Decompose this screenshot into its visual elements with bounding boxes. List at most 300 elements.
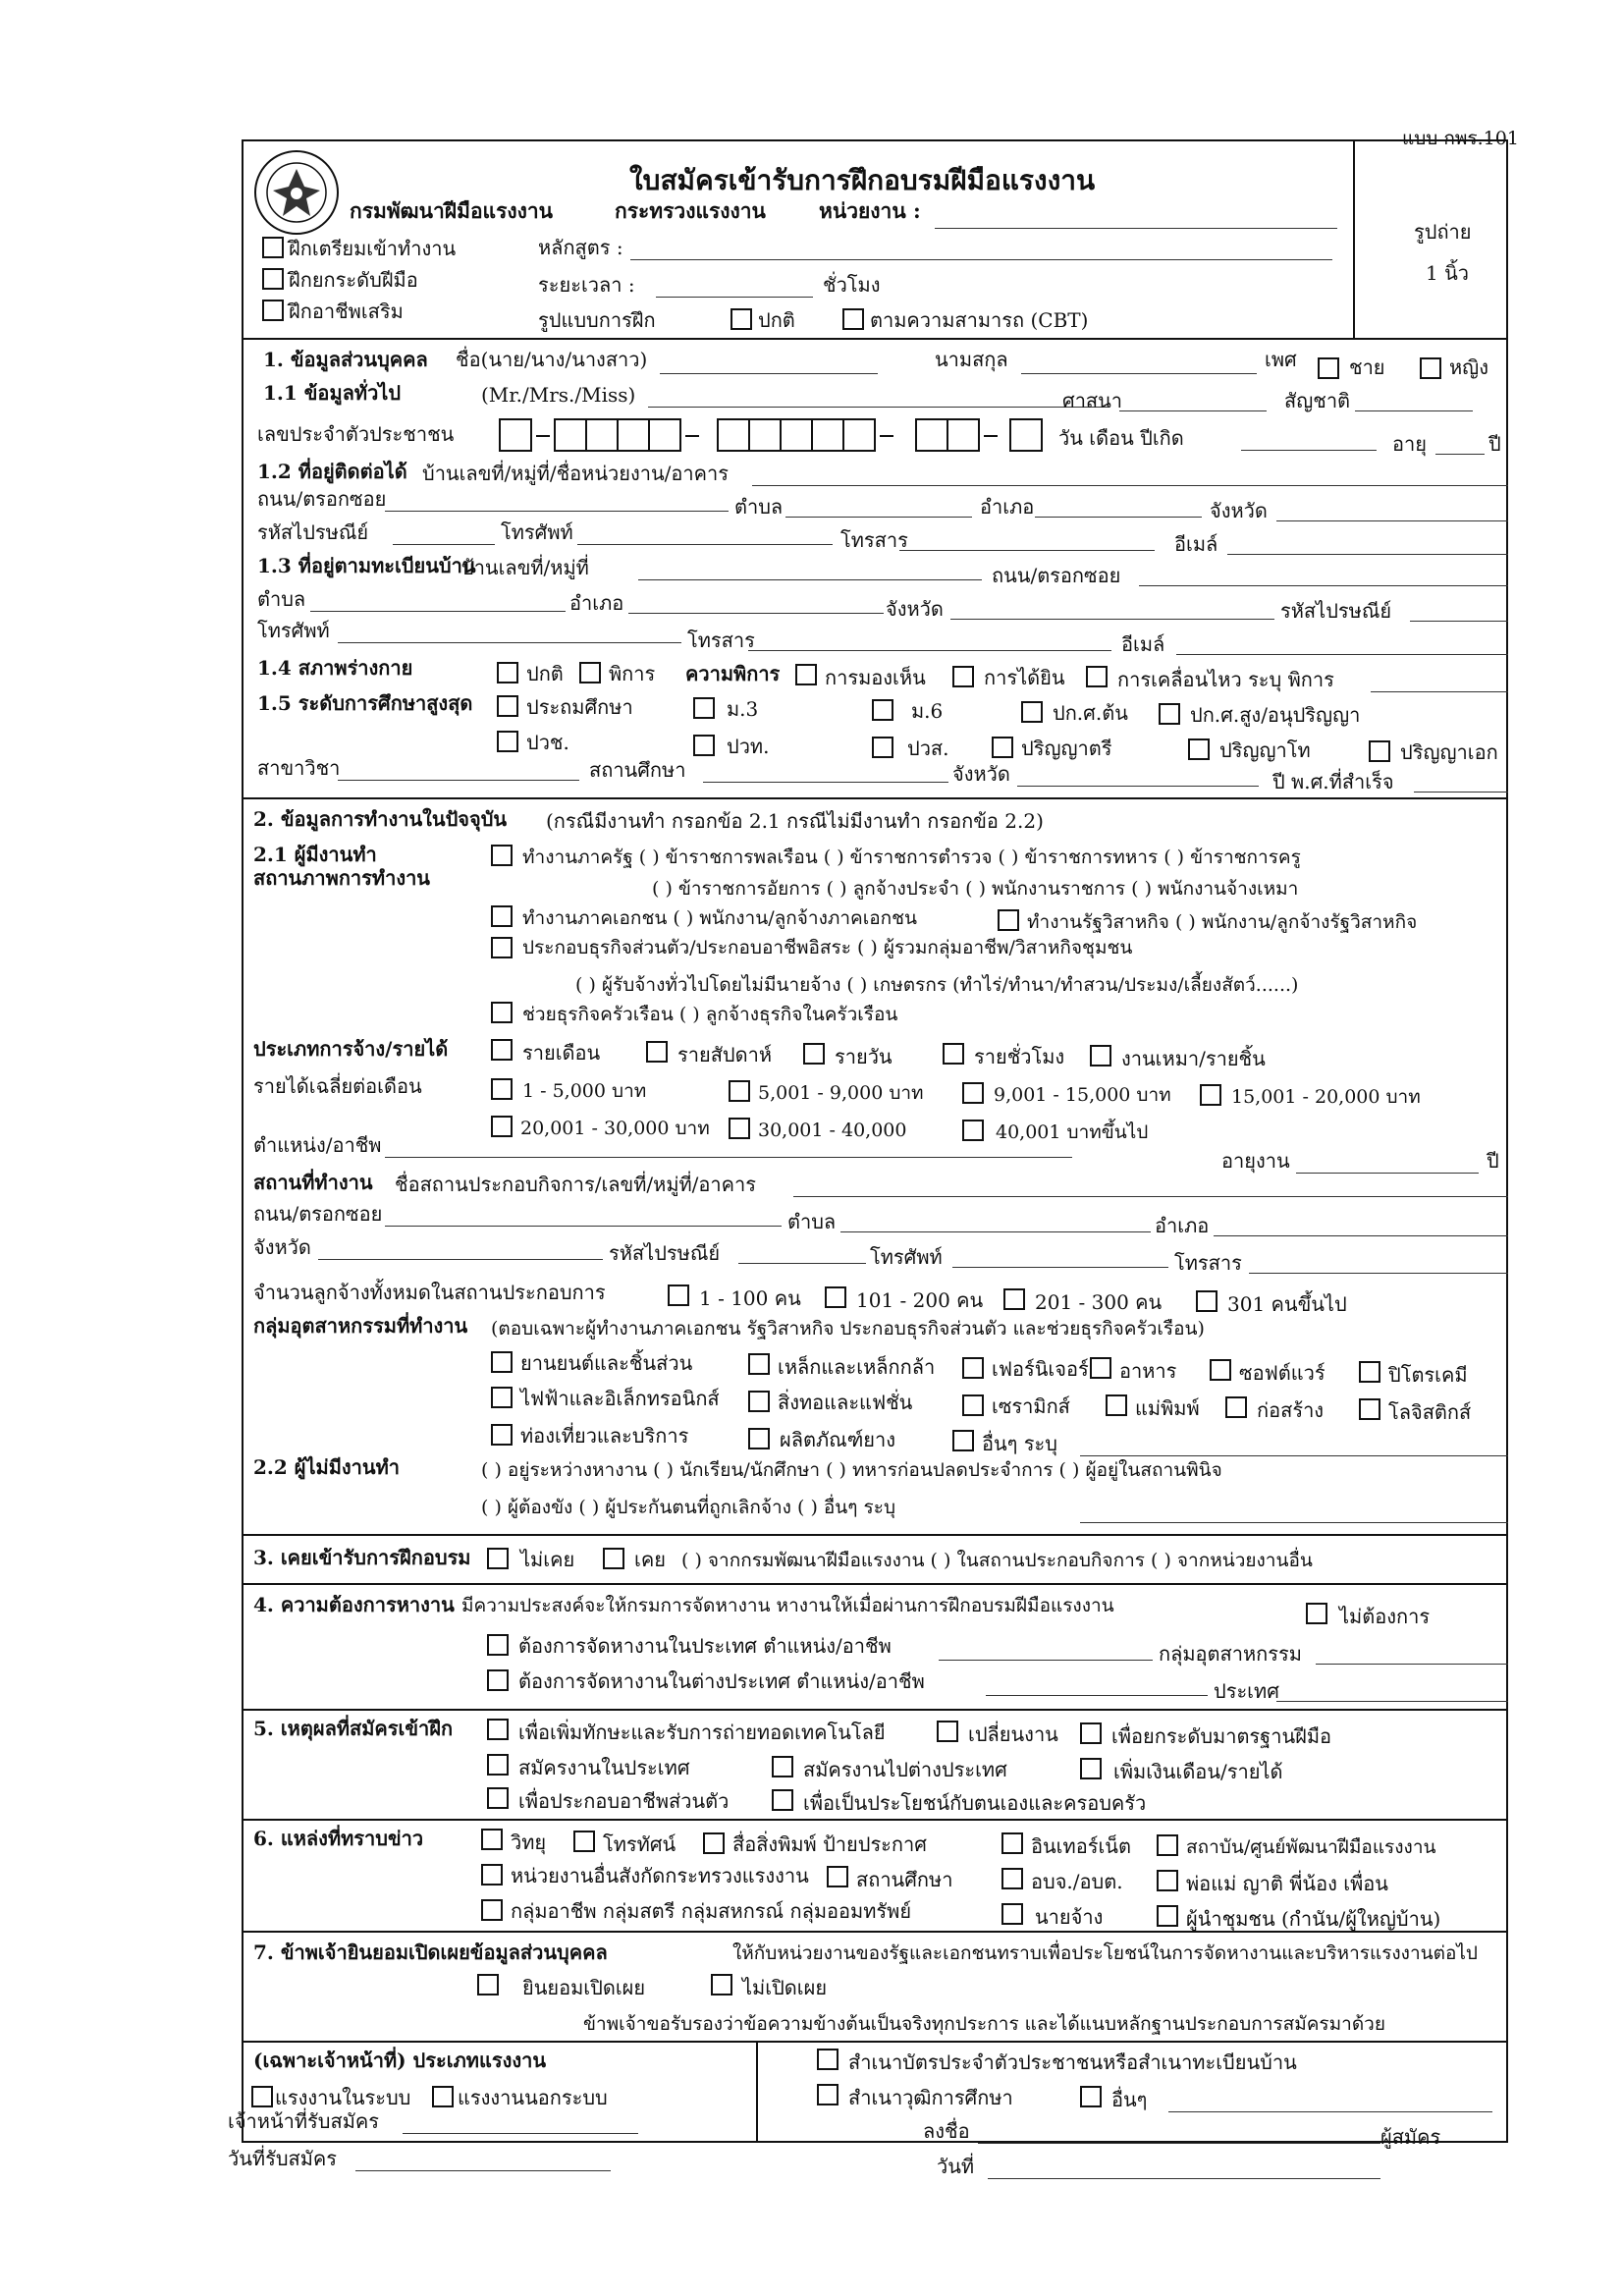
news-label-family: พ่อแม่ ญาติ พี่น้อง เพื่อน	[1186, 1872, 1388, 1895]
unemployed-row1[interactable]: ( ) อยู่ระหว่างหางาน ( ) นักเรียน/นักศึกษา ( ) ทหารก่อนปลดประจำการ ( ) ผู้อยู่ในสถานพินิจ	[481, 1459, 1222, 1481]
subdistrict2-label: ตำบล	[257, 587, 306, 611]
surname-field[interactable]	[1021, 373, 1257, 374]
work-checkbox-self[interactable]	[491, 937, 513, 958]
income-checkbox-5[interactable]	[491, 1116, 513, 1137]
ind-label-other: อื่นๆ ระบุ	[982, 1432, 1057, 1455]
photo-size: 1 นิ้ว	[1426, 261, 1469, 285]
email-field[interactable]	[1227, 554, 1508, 555]
wp-road-field[interactable]	[385, 1226, 782, 1227]
education-title: 1.5 ระดับการศึกษาสูงสุด	[257, 691, 473, 715]
mode-checkbox-normal[interactable]	[730, 308, 752, 330]
fax2-field[interactable]	[748, 650, 1111, 651]
phone-label: โทรศัพท์	[501, 520, 573, 544]
name-field[interactable]	[660, 373, 878, 374]
email2-label: อีเมล์	[1121, 632, 1165, 656]
type-label-extra: ฝึกอาชีพเสริม	[289, 300, 404, 323]
job-checkbox-abroad[interactable]	[487, 1669, 509, 1691]
emp-label-hourly: รายชั่วโมง	[974, 1045, 1065, 1068]
mode-label: รูปแบบการฝึก	[538, 308, 656, 332]
doc-label-id: สำเนาบัตรประจำตัวประชาชนหรือสำเนาทะเบียนบ้าน	[848, 2050, 1297, 2074]
employees-label: จำนวนลูกจ้างทั้งหมดในสถานประกอบการ	[253, 1281, 606, 1304]
major-label: สาขาวิชา	[257, 756, 341, 780]
course-field[interactable]	[630, 259, 1332, 260]
surname-label: นามสกุล	[935, 348, 1008, 371]
duration-label: ระยะเวลา :	[538, 273, 635, 297]
sex-label-female: หญิง	[1449, 355, 1488, 379]
type-label-prep: ฝึกเตรียมเข้าทำงาน	[289, 237, 457, 260]
income-label-7: 40,001 บาทขึ้นไป	[996, 1121, 1149, 1143]
subdistrict2-field[interactable]	[310, 611, 566, 612]
dis-label-sight: การมองเห็น	[825, 666, 926, 689]
ind-checkbox-other[interactable]	[952, 1430, 974, 1451]
school-label: สถานศึกษา	[589, 758, 686, 782]
ind-checkbox-food[interactable]	[1090, 1357, 1111, 1379]
news-label-tv: โทรทัศน์	[603, 1832, 676, 1856]
mode-label-normal: ปกติ	[758, 308, 795, 332]
postcode2-field[interactable]	[1410, 621, 1508, 622]
religion-field[interactable]	[1119, 410, 1267, 411]
wp-phone-field[interactable]	[952, 1267, 1168, 1268]
hours-label: ชั่วโมง	[823, 273, 881, 297]
news-checkbox-employer[interactable]	[1001, 1903, 1023, 1925]
type-checkbox-upgrade[interactable]	[262, 268, 284, 290]
phone-field[interactable]	[577, 544, 833, 545]
work-checkbox-private[interactable]	[491, 905, 513, 927]
s6-title: 6. แหล่งที่ทราบข่าว	[253, 1827, 424, 1850]
dis-checkbox-sight[interactable]	[795, 664, 817, 685]
sign-date-label: วันที่	[937, 2155, 975, 2178]
news-checkbox-groups[interactable]	[481, 1899, 503, 1921]
district2-field[interactable]	[628, 613, 884, 614]
edu-label-master: ปริญญาโท	[1219, 738, 1311, 762]
id-number-boxes[interactable]	[499, 418, 1049, 454]
general-title: 1.1 ข้อมูลทั่วไป	[263, 381, 402, 405]
ind-checkbox-logistics[interactable]	[1359, 1398, 1380, 1420]
ind-checkbox-petro[interactable]	[1359, 1361, 1380, 1383]
news-checkbox-local[interactable]	[1001, 1868, 1023, 1889]
reason-checkbox-family[interactable]	[772, 1789, 793, 1811]
edu-province-field[interactable]	[1017, 786, 1259, 787]
sign-label: ลงชื่อ	[923, 2119, 970, 2143]
ind-checkbox-furniture[interactable]	[962, 1357, 984, 1379]
wp-subdistrict-field[interactable]	[840, 1231, 1151, 1232]
form-code: แบบ กพร.101	[1402, 128, 1519, 149]
edu-checkbox-pvc[interactable]	[497, 731, 518, 752]
phys-checkbox-normal[interactable]	[497, 662, 518, 683]
news-label-groups: กลุ่มอาชีพ กลุ่มสตรี กลุ่มสหกรณ์ กลุ่มออมทรัพย์	[511, 1899, 912, 1923]
news-checkbox-tv[interactable]	[573, 1831, 595, 1852]
news-label-local: อบจ./อบต.	[1031, 1870, 1123, 1893]
work-checkbox-gov[interactable]	[491, 845, 513, 866]
wp-district-field[interactable]	[1214, 1235, 1508, 1236]
subdistrict-field[interactable]	[785, 517, 972, 518]
province2-field[interactable]	[950, 619, 1274, 620]
ind-label-construction: ก่อสร้าง	[1257, 1398, 1325, 1422]
course-label: หลักสูตร :	[538, 236, 623, 259]
postcode-field[interactable]	[393, 544, 495, 545]
type-checkbox-prep[interactable]	[262, 237, 284, 258]
form-title: ใบสมัครเข้ารับการฝึกอบรมฝีมือแรงงาน	[629, 164, 1096, 196]
training-sources[interactable]: ( ) จากกรมพัฒนาฝีมือแรงงาน ( ) ในสถานประกอบกิจการ ( ) จากหน่วยงานอื่น	[681, 1550, 1313, 1571]
workplace-name-field[interactable]	[793, 1196, 1508, 1197]
reason-label-income: เพิ่มเงินเดือน/รายได้	[1113, 1760, 1283, 1783]
edu-checkbox-pks-low[interactable]	[1021, 701, 1043, 723]
sign-field[interactable]	[978, 2143, 1380, 2144]
office-label-in: แรงงานในระบบ	[275, 2086, 411, 2109]
income-checkbox-7[interactable]	[962, 1120, 984, 1141]
news-checkbox-leader[interactable]	[1157, 1905, 1178, 1927]
birth-field[interactable]	[1241, 450, 1377, 451]
doc-label-other: อื่นๆ	[1111, 2088, 1148, 2111]
unit-field[interactable]	[935, 228, 1337, 229]
s1-title: 1. ข้อมูลส่วนบุคคล	[263, 348, 428, 371]
work-status-title: สถานภาพการทำงาน	[253, 866, 430, 890]
emp-checkbox-monthly[interactable]	[491, 1039, 513, 1061]
emp-checkbox-hourly[interactable]	[943, 1043, 964, 1065]
ind-label-software: ซอฟต์แวร์	[1239, 1361, 1325, 1385]
phys-label-normal: ปกติ	[526, 662, 564, 685]
s4-desc: มีความประสงค์จะให้กรมการจัดหางาน หางานให้เมื่อผ่านการฝึกอบรมฝีมือแรงงาน	[461, 1595, 1114, 1616]
income-title: รายได้เฉลี่ยต่อเดือน	[253, 1074, 422, 1098]
job-abroad-field[interactable]	[986, 1695, 1208, 1696]
road2-label: ถนน/ตรอกซอย	[992, 564, 1121, 587]
edu-checkbox-pvt[interactable]	[693, 735, 715, 756]
news-label-leader: ผู้นำชุมชน (กำนัน/ผู้ใหญ่บ้าน)	[1186, 1907, 1441, 1931]
edu-checkbox-pvs[interactable]	[872, 737, 893, 758]
training-label-never: ไม่เคย	[520, 1548, 575, 1571]
job-checkbox-none[interactable]	[1306, 1603, 1327, 1624]
officer-field[interactable]	[403, 2133, 638, 2134]
edu-label-doctor: ปริญญาเอก	[1400, 740, 1498, 764]
officer-label: เจ้าหน้าที่รับสมัคร	[228, 2109, 380, 2133]
edu-label-pks-low: ปก.ศ.ต้น	[1053, 701, 1128, 725]
unemployed-row2[interactable]: ( ) ผู้ต้องขัง ( ) ผู้ประกันตนที่ถูกเลิกจ้าง ( ) อื่นๆ ระบุ	[481, 1497, 896, 1518]
reason-label-self-emp: เพื่อประกอบอาชีพส่วนตัว	[518, 1789, 730, 1813]
edu-label-bachelor: ปริญญาตรี	[1021, 737, 1112, 760]
job-domestic-field[interactable]	[939, 1660, 1153, 1661]
ind-checkbox-mold[interactable]	[1106, 1394, 1127, 1416]
reason-checkbox-job-abroad[interactable]	[772, 1756, 793, 1777]
house-label: บ้านเลขที่/หมู่ที่/ชื่อหน่วยงาน/อาคาร	[422, 462, 729, 485]
reason-checkbox-skill[interactable]	[487, 1719, 509, 1740]
s2-title: 2. ข้อมูลการทำงานในปัจจุบัน	[253, 807, 508, 831]
doc-other-field[interactable]	[1168, 2111, 1492, 2112]
doc-checkbox-edu[interactable]	[817, 2084, 839, 2105]
edu-checkbox-primary[interactable]	[497, 695, 518, 717]
eng-name-field[interactable]	[648, 407, 1109, 408]
reason-label-family: เพื่อเป็นประโยชน์กับตนเองและครอบครัว	[803, 1791, 1147, 1815]
reason-checkbox-self-emp[interactable]	[487, 1787, 509, 1809]
registered-title: 1.3 ที่อยู่ตามทะเบียนบ้าน	[257, 554, 476, 577]
income-label-6: 30,001 - 40,000	[758, 1120, 907, 1141]
dis-checkbox-move[interactable]	[1086, 666, 1108, 687]
reason-checkbox-job-dom[interactable]	[487, 1754, 509, 1776]
doc-checkbox-other[interactable]	[1080, 2086, 1102, 2107]
postcode2-label: รหัสไปรษณีย์	[1280, 599, 1392, 623]
wp-phone-label: โทรศัพท์	[870, 1245, 943, 1269]
reason-checkbox-income[interactable]	[1080, 1758, 1102, 1779]
news-checkbox-family[interactable]	[1157, 1870, 1178, 1891]
road-field[interactable]	[385, 511, 729, 512]
job-label-abroad: ต้องการจัดหางานในต่างประเทศ ตำแหน่ง/อาชีพ	[518, 1669, 925, 1693]
industry-title: กลุ่มอุตสาหกรรมที่ทำงาน	[253, 1314, 468, 1338]
phys-checkbox-disabled[interactable]	[579, 662, 601, 683]
s2-note: (กรณีมีงานทำ กรอกข้อ 2.1 กรณีไม่มีงานทำ กรอกข้อ 2.2)	[546, 809, 1044, 833]
s5-title: 5. เหตุผลที่สมัครเข้าฝึก	[253, 1717, 454, 1740]
ind-label-food: อาหาร	[1119, 1359, 1177, 1383]
wp-postcode-field[interactable]	[738, 1263, 866, 1264]
postcode-label: รหัสไปรษณีย์	[257, 520, 369, 544]
emp-label-daily: รายวัน	[835, 1045, 893, 1068]
fax-field[interactable]	[899, 550, 1155, 551]
school-field[interactable]	[703, 782, 948, 783]
disability-label: ความพิการ	[685, 662, 781, 685]
s4-title: 4. ความต้องการหางาน	[253, 1593, 455, 1616]
mode-label-cbt: ตามความสามารถ (CBT)	[870, 308, 1089, 332]
news-label-radio: วิทยุ	[511, 1831, 547, 1854]
job-industry-label: กลุ่มอุตสาหกรรม	[1159, 1642, 1302, 1666]
workplace-title: สถานที่ทำงาน	[253, 1171, 373, 1194]
ind-label-logistics: โลจิสติกส์	[1388, 1400, 1472, 1424]
edu-checkbox-pks-high[interactable]	[1159, 703, 1180, 725]
income-checkbox-4[interactable]	[1200, 1084, 1221, 1106]
emp-checkbox-piece[interactable]	[1090, 1045, 1111, 1066]
office-checkbox-in[interactable]	[251, 2086, 273, 2107]
divider-office	[756, 2041, 758, 2143]
phys-label-disabled: พิการ	[609, 662, 656, 685]
consent-checkbox-agree[interactable]	[477, 1974, 499, 1995]
income-checkbox-2[interactable]	[729, 1080, 750, 1102]
district2-label: อำเภอ	[569, 591, 624, 615]
dis-specify-field[interactable]	[1371, 691, 1508, 692]
edu-label-pvt: ปวท.	[727, 735, 770, 758]
edu-checkbox-master[interactable]	[1188, 738, 1210, 760]
ind-checkbox-auto[interactable]	[491, 1351, 513, 1373]
age-label: อายุ	[1392, 432, 1427, 456]
ind-other-field[interactable]	[1080, 1455, 1508, 1456]
emp-label-piece: งานเหมา/รายชิ้น	[1121, 1047, 1266, 1070]
wp-province-label: จังหวัด	[253, 1235, 311, 1259]
job-label-none: ไม่ต้องการ	[1339, 1605, 1431, 1628]
road-label: ถนน/ตรอกซอย	[257, 487, 387, 511]
job-label-domestic: ต้องการจัดหางานในประเทศ ตำแหน่ง/อาชีพ	[518, 1634, 892, 1658]
divider-1	[242, 338, 1508, 340]
training-checkbox-never[interactable]	[487, 1548, 509, 1569]
job-industry-field[interactable]	[1316, 1664, 1508, 1665]
news-checkbox-print[interactable]	[703, 1832, 725, 1854]
doc-checkbox-id[interactable]	[817, 2049, 839, 2070]
work-label-gov: ทำงานภาครัฐ ( ) ข้าราชการพลเรือน ( ) ข้าราชการตำรวจ ( ) ข้าราชการทหาร ( ) ข้าราชการครู	[522, 847, 1301, 868]
ind-checkbox-steel[interactable]	[748, 1353, 770, 1375]
ind-label-mold: แม่พิมพ์	[1135, 1396, 1200, 1420]
job-country-field[interactable]	[1276, 1701, 1508, 1702]
wp-postcode-label: รหัสไปรษณีย์	[609, 1241, 721, 1265]
photo-label: รูปถ่าย	[1414, 220, 1472, 244]
unemployed-other-field[interactable]	[1080, 1522, 1508, 1523]
office-date-field[interactable]	[355, 2170, 611, 2171]
emp-checkbox-daily[interactable]	[803, 1043, 825, 1065]
news-label-employer: นายจ้าง	[1035, 1905, 1104, 1929]
edu-label-pvs: ปวส.	[907, 737, 949, 760]
sex-checkbox-male[interactable]	[1318, 357, 1339, 379]
empcount-label-4: 301 คนขึ้นไป	[1227, 1292, 1347, 1316]
s3-title: 3. เคยเข้ารับการฝึกอบรม	[253, 1546, 471, 1569]
name-label: ชื่อ(นาย/นาง/นางสาว)	[456, 348, 648, 371]
edu-checkbox-doctor[interactable]	[1369, 740, 1390, 762]
reason-checkbox-standard[interactable]	[1080, 1722, 1102, 1744]
physical-title: 1.4 สภาพร่างกาย	[257, 656, 413, 680]
dis-checkbox-hearing[interactable]	[952, 666, 974, 687]
news-checkbox-institute[interactable]	[1157, 1834, 1178, 1856]
consent-label-agree: ยินยอมเปิดเผย	[522, 1976, 646, 1999]
empcount-label-3: 201 - 300 คน	[1035, 1290, 1163, 1314]
income-checkbox-6[interactable]	[729, 1118, 750, 1139]
divider-6	[242, 1819, 1508, 1821]
edu-checkbox-m6[interactable]	[872, 699, 893, 721]
consent-label-disagree: ไม่เปิดเผย	[742, 1976, 828, 1999]
work-label-household: ช่วยธุรกิจครัวเรือน ( ) ลูกจ้างธุรกิจในครัวเรือน	[522, 1004, 898, 1025]
ind-label-textile: สิ่งทอและแฟชั่น	[778, 1391, 913, 1414]
age-year: ปี	[1488, 432, 1501, 456]
tenure-field[interactable]	[1296, 1173, 1479, 1174]
office-checkbox-out[interactable]	[432, 2086, 454, 2107]
eng-name-label: (Mr./Mrs./Miss)	[481, 383, 636, 407]
doc-label-edu: สำเนาวุฒิการศึกษา	[848, 2086, 1013, 2109]
ind-checkbox-software[interactable]	[1210, 1359, 1231, 1381]
news-checkbox-internet[interactable]	[1001, 1832, 1023, 1854]
sex-checkbox-female[interactable]	[1420, 357, 1441, 379]
nationality-label: สัญชาติ	[1284, 389, 1351, 412]
wp-fax-field[interactable]	[1249, 1273, 1508, 1274]
district-field[interactable]	[1035, 517, 1202, 518]
office-date-label: วันที่รับสมัคร	[228, 2147, 338, 2170]
news-label-institute: สถาบัน/ศูนย์พัฒนาฝีมือแรงงาน	[1186, 1836, 1436, 1858]
certify-text: ข้าพเจ้าขอรับรองว่าข้อความข้างต้นเป็นจริงทุกประการ และได้แนบหลักฐานประกอบการสมัครมาด้วย	[583, 2013, 1385, 2035]
income-label-5: 20,001 - 30,000 บาท	[520, 1118, 710, 1139]
ind-label-steel: เหล็กและเหล็กกล้า	[778, 1355, 936, 1379]
training-checkbox-ever[interactable]	[603, 1548, 624, 1569]
age-field[interactable]	[1435, 454, 1485, 455]
subdistrict-label: ตำบล	[734, 495, 784, 519]
ind-label-auto: ยานยนต์และชิ้นส่วน	[520, 1351, 693, 1375]
sex-label: เพศ	[1265, 348, 1297, 371]
empcount-checkbox-2[interactable]	[825, 1286, 846, 1308]
edu-checkbox-m3[interactable]	[693, 697, 715, 719]
divider-3	[242, 1534, 1508, 1536]
ind-label-ceramic: เซรามิกส์	[992, 1394, 1070, 1418]
empcount-checkbox-3[interactable]	[1003, 1288, 1025, 1310]
emp-checkbox-weekly[interactable]	[646, 1041, 668, 1063]
wp-province-field[interactable]	[318, 1259, 603, 1260]
edu-label-pvc: ปวช.	[526, 731, 569, 754]
province-field[interactable]	[1276, 520, 1508, 521]
major-field[interactable]	[338, 780, 579, 781]
income-label-4: 15,001 - 20,000 บาท	[1231, 1086, 1421, 1108]
ind-checkbox-rubber[interactable]	[748, 1428, 770, 1449]
income-checkbox-3[interactable]	[962, 1082, 984, 1104]
news-checkbox-radio[interactable]	[481, 1829, 503, 1850]
news-label-school: สถานศึกษา	[856, 1868, 953, 1891]
workplace-name-label: ชื่อสถานประกอบกิจการ/เลขที่/หมู่ที่/อาคาร	[395, 1173, 757, 1196]
office-title: (เฉพาะเจ้าหน้าที่) ประเภทแรงงาน	[253, 2049, 547, 2072]
news-label-internet: อินเทอร์เน็ต	[1031, 1834, 1131, 1858]
training-label-ever: เคย	[634, 1548, 666, 1571]
ind-checkbox-electronics[interactable]	[491, 1387, 513, 1408]
work-label-private: ทำงานภาคเอกชน ( ) พนักงาน/ลูกจ้างภาคเอกชน	[522, 907, 918, 929]
news-label-print: สื่อสิ่งพิมพ์ ป้ายประกาศ	[732, 1832, 927, 1856]
edu-checkbox-bachelor[interactable]	[992, 737, 1013, 758]
phone2-field[interactable]	[338, 642, 681, 643]
house-field[interactable]	[752, 485, 1508, 486]
grad-year-label: ปี พ.ศ.ที่สำเร็จ	[1272, 770, 1394, 793]
income-label-1: 1 - 5,000 บาท	[522, 1080, 647, 1102]
fax2-label: โทรสาร	[687, 629, 755, 652]
emp-type-title: ประเภทการจ้าง/รายได้	[253, 1037, 449, 1061]
edu-label-primary: ประถมศึกษา	[526, 695, 633, 719]
empcount-checkbox-1[interactable]	[668, 1285, 689, 1306]
work-label-soe: ทำงานรัฐวิสาหกิจ ( ) พนักงาน/ลูกจ้างรัฐวิสาหกิจ	[1027, 911, 1418, 933]
income-label-3: 9,001 - 15,000 บาท	[994, 1084, 1171, 1106]
news-checkbox-ministry[interactable]	[481, 1864, 503, 1886]
consent-checkbox-disagree[interactable]	[711, 1974, 732, 1995]
edu-province-label: จังหวัด	[952, 762, 1010, 786]
sex-label-male: ชาย	[1349, 355, 1385, 379]
religion-label: ศาสนา	[1062, 389, 1123, 412]
work-label-gov2: ( ) ข้าราชการอัยการ ( ) ลูกจ้างประจำ ( ) พนักงานราชการ ( ) พนักงานจ้างเหมา	[652, 878, 1299, 900]
district-label: อำเภอ	[980, 495, 1035, 519]
work-label-self: ประกอบธุรกิจส่วนตัว/ประกอบอาชีพอิสระ ( ) ผู้รวมกลุ่มอาชีพ/วิสาหกิจชุมชน	[522, 937, 1133, 958]
income-checkbox-1[interactable]	[491, 1078, 513, 1100]
work-checkbox-household[interactable]	[491, 1002, 513, 1023]
dis-label-hearing: การได้ยิน	[984, 666, 1065, 689]
id-label: เลขประจำตัวประชาชน	[257, 422, 455, 446]
sign-date-field[interactable]	[988, 2178, 1380, 2179]
tenure-label: อายุงาน	[1221, 1149, 1290, 1173]
work-checkbox-soe[interactable]	[998, 909, 1019, 931]
type-checkbox-extra[interactable]	[262, 300, 284, 321]
department-name: กรมพัฒนาฝีมือแรงงาน	[350, 198, 554, 223]
ind-label-rubber: ผลิตภัณฑ์ยาง	[780, 1428, 896, 1451]
email2-field[interactable]	[1176, 654, 1508, 655]
house2-label: บ้านเลขที่/หมู่ที่	[461, 556, 589, 579]
job-country-label: ประเทศ	[1214, 1679, 1279, 1703]
s7-desc: ให้กับหน่วยงานของรัฐและเอกชนทราบเพื่อประโยชน์ในการจัดหางานและบริหารแรงงานต่อไป	[732, 1942, 1478, 1964]
mode-checkbox-cbt[interactable]	[842, 308, 864, 330]
ind-checkbox-tourism[interactable]	[491, 1424, 513, 1446]
divider-7	[242, 1931, 1508, 1933]
edu-label-pks-high: ปก.ศ.สูง/อนุปริญญา	[1190, 703, 1361, 727]
reason-label-job-abroad: สมัครงานไปต่างประเทศ	[803, 1758, 1007, 1781]
photo-box-border	[1353, 139, 1355, 339]
reason-checkbox-change[interactable]	[937, 1721, 958, 1742]
industry-note: (ตอบเฉพาะผู้ทำงานภาคเอกชน รัฐวิสาหกิจ ประกอบธุรกิจส่วนตัว และช่วยธุรกิจครัวเรือน)	[491, 1318, 1205, 1339]
house2-field[interactable]	[638, 579, 982, 580]
empcount-checkbox-4[interactable]	[1196, 1290, 1217, 1312]
ind-checkbox-ceramic[interactable]	[962, 1394, 984, 1416]
reason-label-job-dom: สมัครงานในประเทศ	[518, 1756, 690, 1779]
nationality-field[interactable]	[1355, 410, 1473, 411]
job-checkbox-domestic[interactable]	[487, 1634, 509, 1656]
position-field[interactable]	[385, 1157, 1072, 1158]
grad-year-field[interactable]	[1414, 792, 1508, 793]
province2-label: จังหวัด	[886, 597, 944, 621]
ind-label-petro: ปิโตรเคมี	[1388, 1363, 1468, 1387]
ind-checkbox-construction[interactable]	[1225, 1396, 1247, 1418]
road2-field[interactable]	[1139, 585, 1508, 586]
ind-checkbox-textile[interactable]	[748, 1391, 770, 1412]
duration-field[interactable]	[656, 297, 813, 298]
news-checkbox-school[interactable]	[827, 1866, 848, 1887]
